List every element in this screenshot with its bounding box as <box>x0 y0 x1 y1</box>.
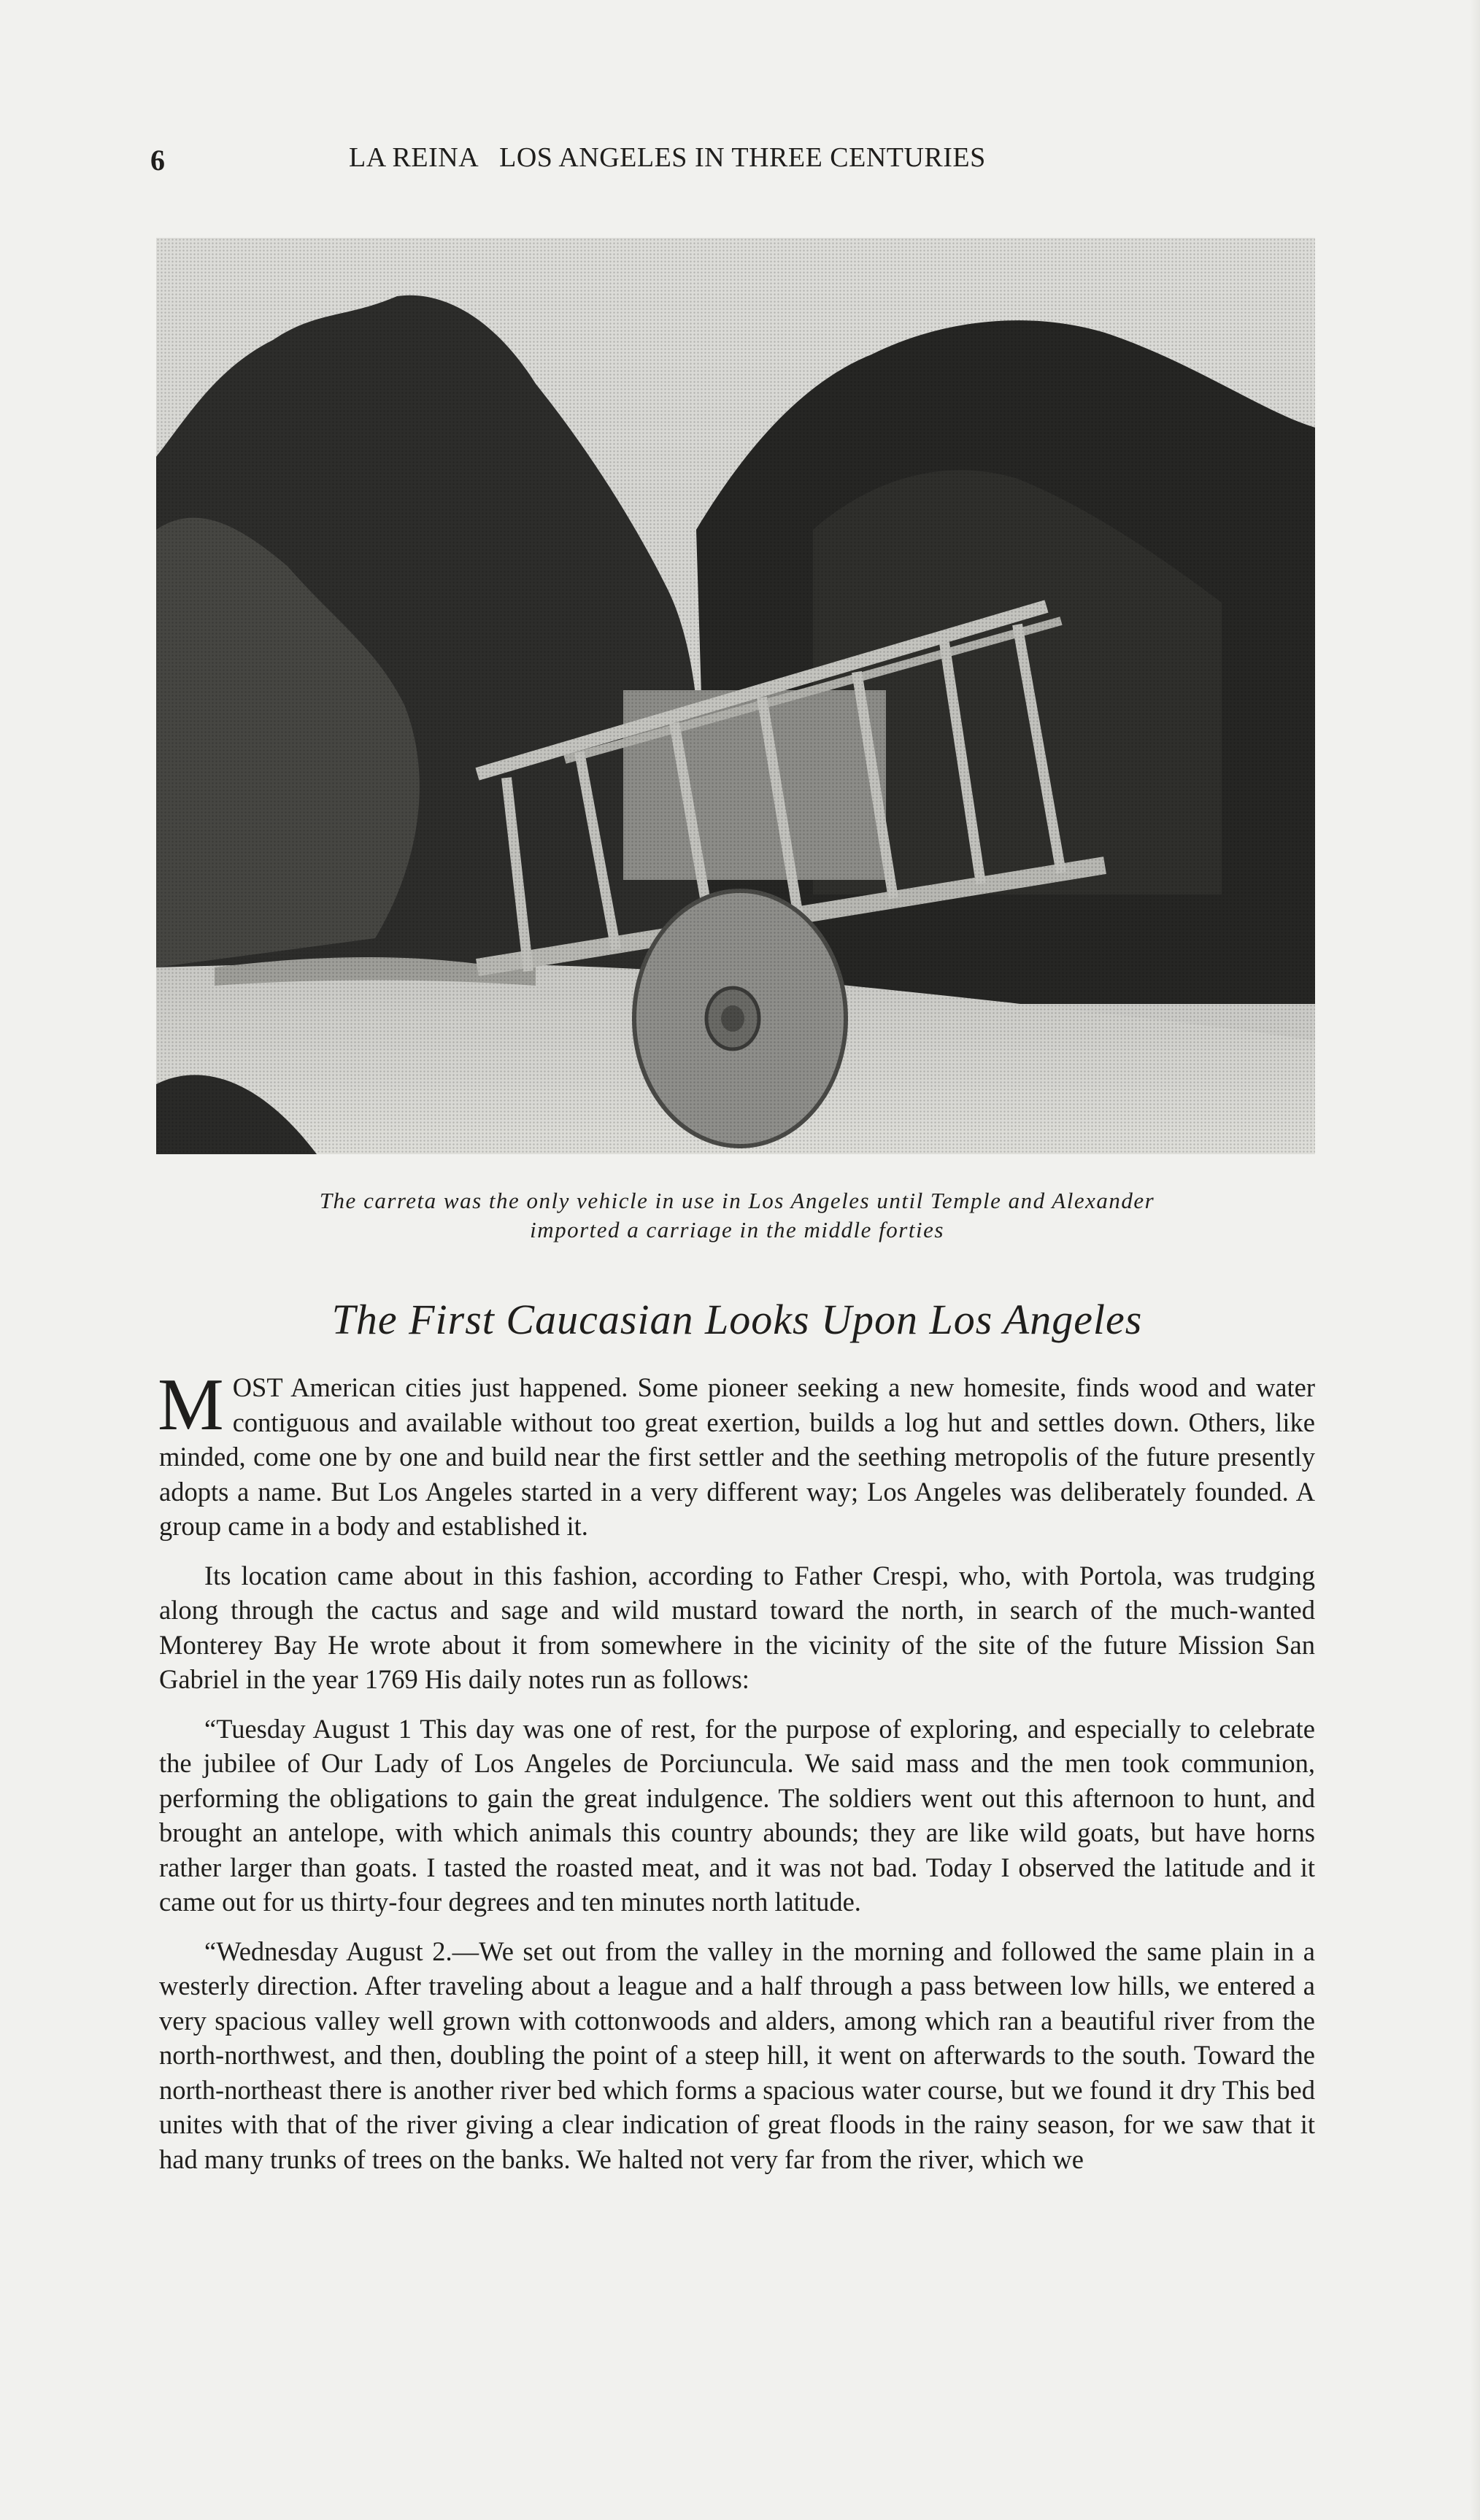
paragraph-3-tuesday-entry: “Tuesday August 1 This day was one of rest, for the purpose of exploring, and especially to celebrate the jubilee of Our Lady of Los Angeles de Porciuncula. We said mass and the men took communion, performing the obligations to gain the great indulgence. The soldiers went out this afternoon to hunt, and brought an antelope, with which animals this country abounds; they are like wild goats, but have horns rather larger than goats. I tasted the roasted meat, and it was not bad. Today I observed the latitude and it came out for us thirty-four degrees and ten minutes north latitude. <box>159 1713 1315 1917</box>
paragraph-2: Its location came about in this fashion, according to Father Crespi, who, with Portola, was trudging along through the cactus and sage and wild mustard toward the north, in search of the much-wanted Monterey Bay He wrote about it from somewhere in the vicinity of the site of the future Mission San Gabriel in the year 1769 His daily notes run as follows: <box>159 1560 1315 1694</box>
book-title-main: LA REINA <box>349 142 479 173</box>
carreta-photograph <box>156 238 1315 1154</box>
page-edge <box>1470 0 1480 2520</box>
cart-axle <box>721 1005 744 1032</box>
carreta-photo-illustration <box>156 238 1315 1154</box>
page-number: 6 <box>150 144 165 177</box>
paragraph-1 <box>158 1364 1315 1544</box>
photo-caption <box>146 1186 1328 1245</box>
paragraph-1-text: OST American cities just happened. Some pioneer seeking a new homesite, finds wood and water contiguous and available without too great exertion, builds a log hut and settles down. Others, like minded, come one by one and build near the first settler and the seething metropolis of the future presently adopts a name. But Los Angeles started in a very different way; Los Angeles was deliberately founded. A group came in a body and established it. <box>159 1372 1315 1541</box>
drop-cap: M <box>158 1364 224 1446</box>
running-header <box>146 139 1314 182</box>
article-title: The First Caucasian Looks Upon Los Angeles <box>331 1296 1143 1343</box>
article-body <box>158 1364 1315 2191</box>
book-subtitle: LOS ANGELES IN THREE CENTURIES <box>499 142 986 173</box>
caption-line-1: The carreta was the only vehicle in use in Los Angeles until Temple and Alexander <box>319 1188 1155 1213</box>
book-title <box>349 142 986 174</box>
caption-line-2: imported a carriage in the middle forties <box>530 1217 944 1242</box>
paragraph-4-wednesday-entry: “Wednesday August 2.—We set out from the valley in the morning and followed the same plain in a westerly direction. After traveling about a league and a half through a pass between low hills, we entered a very spacious valley well grown with cottonwoods and alders, among which ran a beautiful river from the north-northwest, and then, doubling the point of a steep hill, it went on afterwards to the south. Toward the north-northeast there is another river bed which forms a spacious water course, but we found it dry This bed unites with that of the river giving a clear indication of great floods in the rainy season, for we saw that it had many trunks of trees on the banks. We halted not very far from the river, which we <box>159 1936 1315 2174</box>
